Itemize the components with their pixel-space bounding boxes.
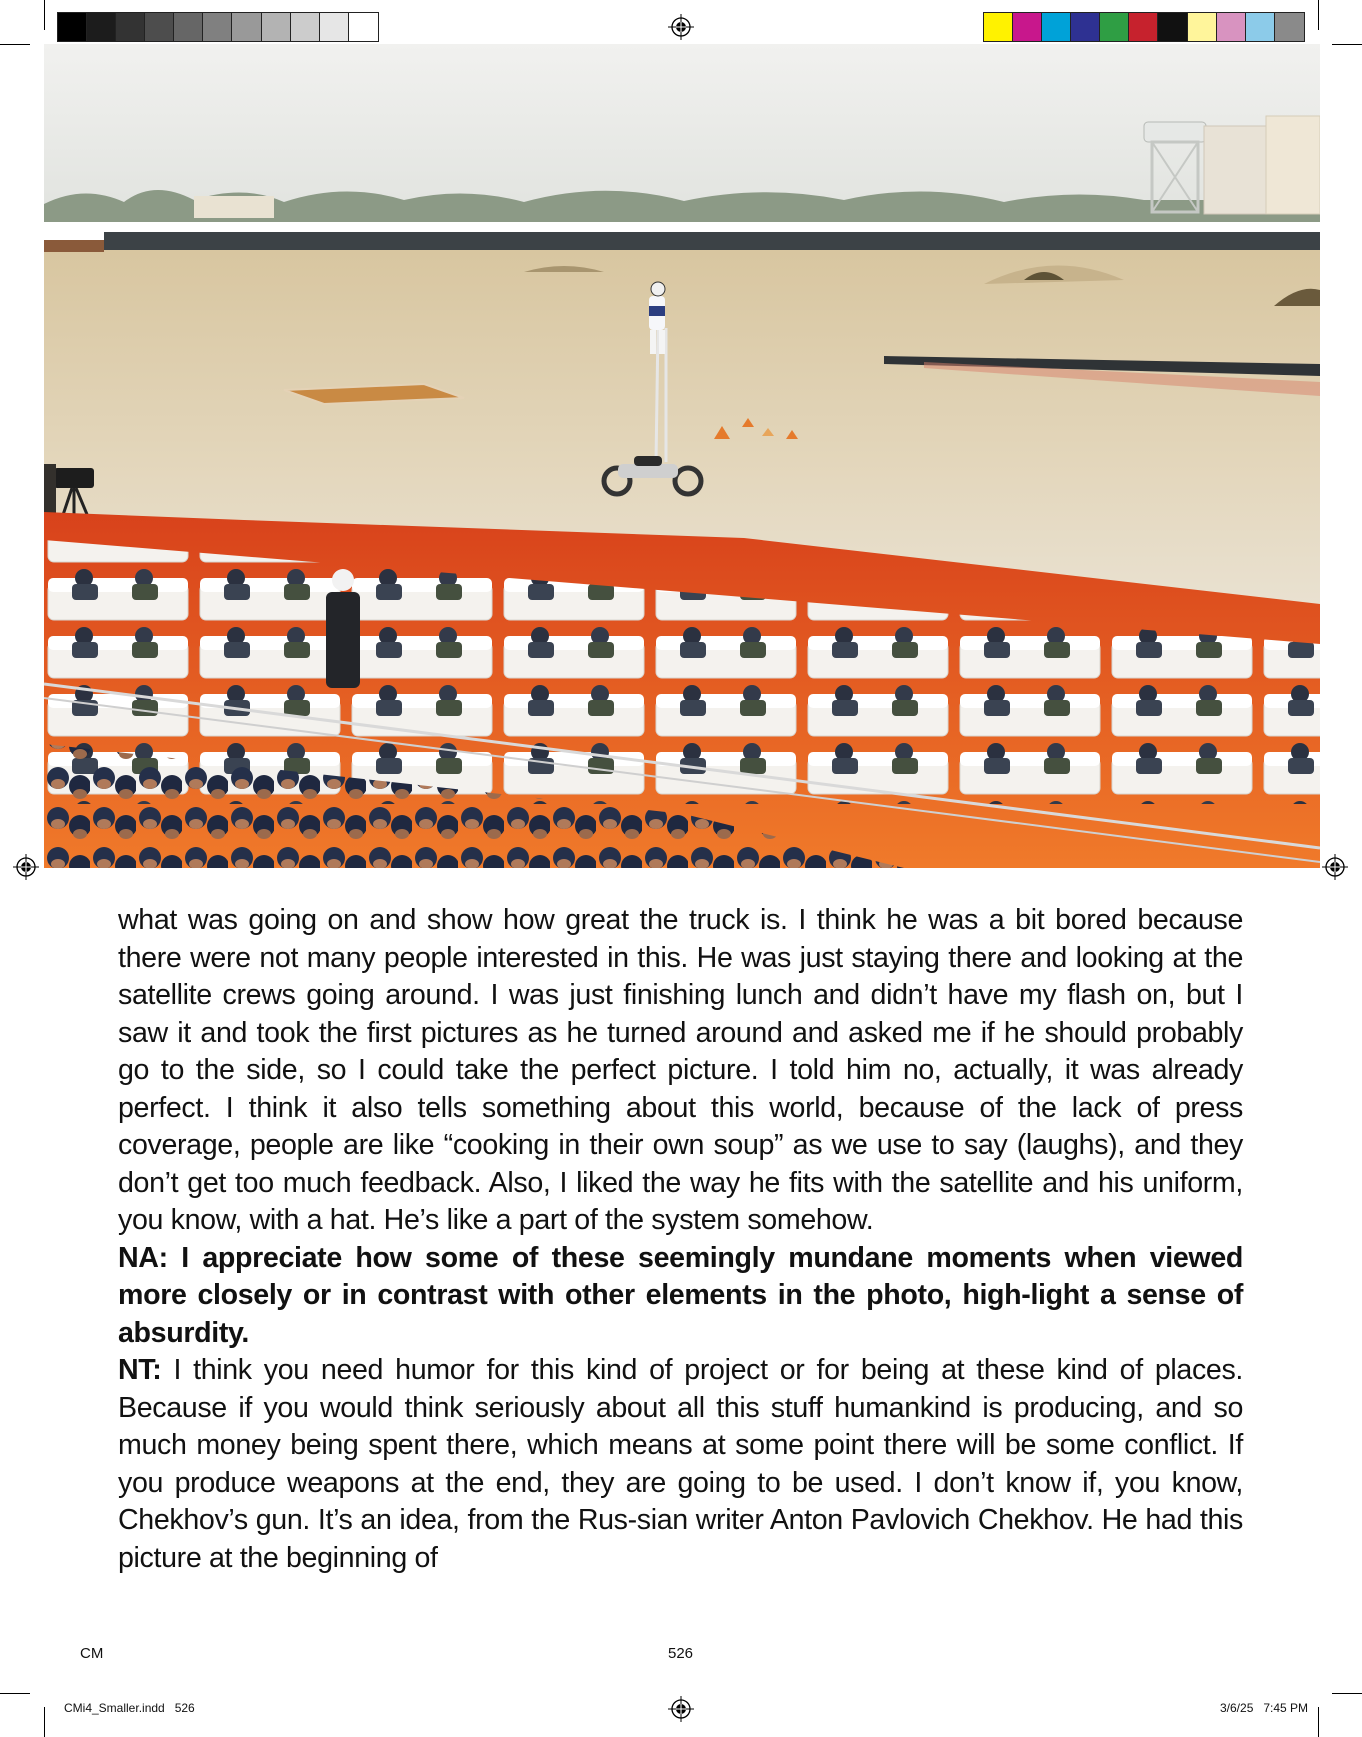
cm-label: CM [80, 1645, 104, 1662]
article-body [118, 902, 1243, 1577]
color-swatch [1158, 13, 1187, 41]
color-swatch [1071, 13, 1100, 41]
slug-date: 3/6/25 7:45 PM [1220, 1701, 1309, 1715]
article-paragraph: what was going on and show how great the truck is. I think he was a bit bored because there were not many people interested in this. He was just staying there and looking at the satellite crews going around. I was just finishing lunch and didn’t have my flash on, but I saw it and took the first pictures as he turned around and asked me if he should probably go to the side, so I could take the perfect picture. I told him no, actually, it was already perfect. I think it also tells something about this world, because of the lack of press coverage, people are like “cooking in their own soup” as we use to say (laughs), and they don’t get too much feedback. Also, I liked the way he fits with the satellite and his uniform, you know, with a hat. He’s like a part of the system somehow. [118, 904, 1243, 1236]
color-swatch [203, 13, 232, 41]
slug-filename: CMi4_Smaller.indd 526 [64, 1701, 195, 1715]
crop-mark [1318, 1707, 1319, 1737]
color-swatch [58, 13, 87, 41]
crop-mark [1332, 44, 1362, 45]
crop-mark [44, 0, 45, 30]
color-swatch [1217, 13, 1246, 41]
color-swatch [232, 13, 261, 41]
interview-answer [118, 1352, 1243, 1577]
photo-scene [44, 44, 1320, 868]
color-swatch [349, 13, 378, 41]
color-swatch [984, 13, 1013, 41]
color-swatch [87, 13, 116, 41]
process-color-bar [983, 12, 1305, 42]
crop-mark [0, 44, 30, 45]
color-swatch [145, 13, 174, 41]
registration-mark-icon [668, 1696, 694, 1722]
registration-mark-icon [668, 14, 694, 40]
event-photograph [44, 44, 1320, 868]
color-swatch [1129, 13, 1158, 41]
crop-mark [1332, 1693, 1362, 1694]
color-swatch [320, 13, 349, 41]
color-swatch [1246, 13, 1275, 41]
color-swatch [262, 13, 291, 41]
color-swatch [1013, 13, 1042, 41]
crop-mark [1318, 0, 1319, 30]
registration-mark-icon [13, 854, 39, 880]
answer-text: I think you need humor for this kind of project or for being at these kind of places. Because if you would think seriously about all this stuff humankind is producing, and so much money being spent there, which means at some point there will be some conflict. If you produce weapons at the end, they are going to be used. I don’t know if, you know, Chekhov’s gun. It’s an idea, from the Rus-sian writer Anton Pavlovich Chekhov. He had this picture at the beginning of [118, 1354, 1243, 1574]
color-swatch [174, 13, 203, 41]
registration-mark-icon [1322, 854, 1348, 880]
speaker-label: NT: [118, 1354, 162, 1386]
page-number: 526 [668, 1645, 694, 1662]
color-swatch [1188, 13, 1217, 41]
color-swatch [1100, 13, 1129, 41]
color-swatch [116, 13, 145, 41]
grayscale-color-bar [57, 12, 379, 42]
interview-question: NA: I appreciate how some of these seemingly mundane moments when viewed more closely or in contrast with other elements in the photo, high-light a sense of absurdity. [118, 1241, 1243, 1349]
color-swatch [291, 13, 320, 41]
color-swatch [1275, 13, 1304, 41]
crop-mark [0, 1693, 30, 1694]
color-swatch [1042, 13, 1071, 41]
crop-mark [44, 1707, 45, 1737]
